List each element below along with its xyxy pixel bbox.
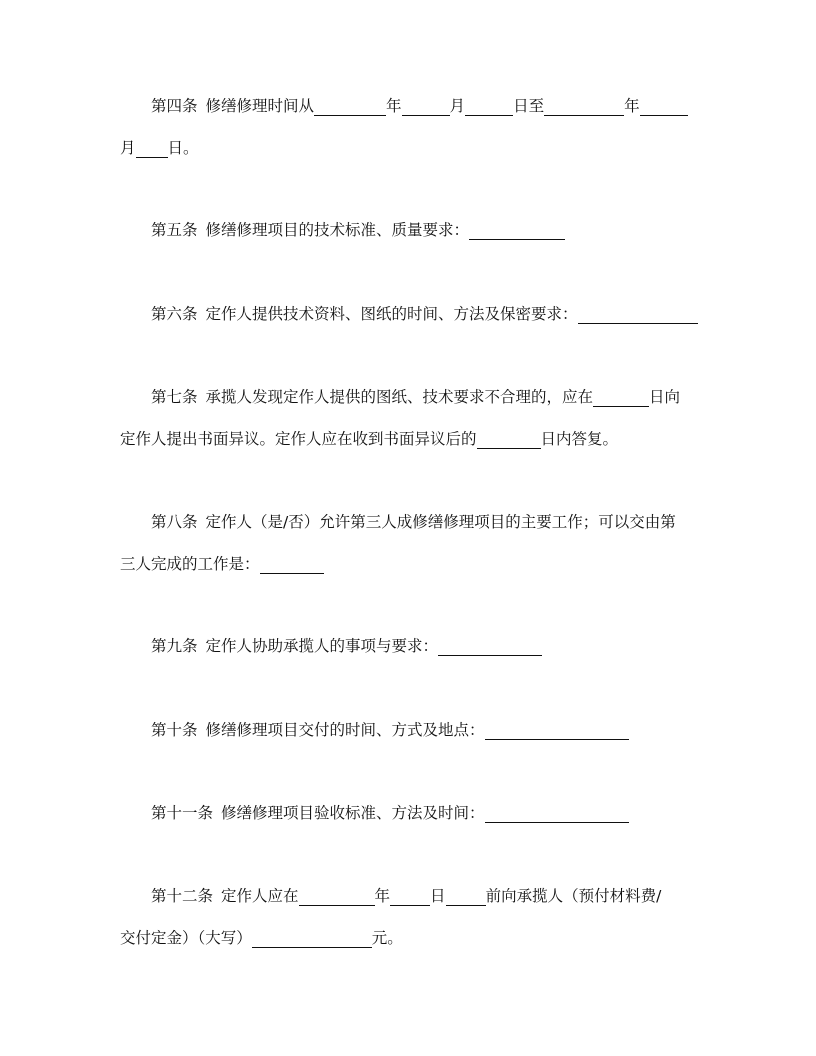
clause-12-amount-blank[interactable] [252, 930, 372, 948]
clause-10-text: 修缮修理项目交付的时间、方式及地点： [205, 721, 485, 739]
clause-4-line-1 [151, 96, 698, 116]
clause-8-blank[interactable] [260, 556, 324, 574]
clause-4-month-unit: 月 [449, 97, 466, 115]
clause-12-text-c: 交付定金）（大写） [120, 929, 252, 947]
clause-8-heading: 第八条 [151, 513, 198, 531]
clause-8-text-b: 三人完成的工作是： [120, 555, 260, 573]
clause-12-text-b: 前向承揽人（预付材料费/ [485, 887, 662, 905]
clause-4-line-2 [120, 138, 698, 158]
clause-11-line [151, 803, 698, 823]
clause-12-day-blank[interactable] [446, 888, 486, 906]
clause-5-text: 修缮修理项目的技术标准、质量要求： [205, 221, 470, 239]
clause-11-heading: 第十一条 [151, 804, 214, 822]
clause-4-day2-blank[interactable] [136, 140, 168, 158]
clause-12-year-unit: 年 [374, 887, 391, 905]
clause-8-text-a: 定作人（是/否）允许第三人成修缮修理项目的主要工作；可以交由第 [205, 513, 676, 531]
clause-7-line-2 [120, 429, 698, 449]
clause-4-year2-blank[interactable] [544, 98, 624, 116]
clause-4-day-to: 日至 [513, 97, 545, 115]
clause-4-year-unit: 年 [386, 97, 402, 115]
clause-4-day-blank[interactable] [465, 98, 513, 116]
clause-8-line-2 [120, 554, 698, 574]
clause-12-line-1 [151, 886, 698, 906]
clause-9-text: 定作人协助承揽人的事项与要求： [205, 637, 439, 655]
clause-7-text-c: 定作人提出书面异议。定作人应在收到书面异议后的 [120, 430, 477, 448]
clause-12-yuan-unit: 元。 [371, 929, 403, 947]
clause-6-heading: 第六条 [151, 305, 198, 323]
clause-7-text-a: 承揽人发现定作人提供的图纸、技术要求不合理的，应在 [205, 388, 594, 406]
clause-7-line-1 [151, 387, 698, 407]
clause-11-blank[interactable] [485, 805, 629, 823]
clause-4-year-blank[interactable] [314, 98, 386, 116]
clause-12-text-a: 定作人应在 [221, 887, 299, 905]
clause-12-line-2 [120, 928, 698, 948]
clause-12-year-blank[interactable] [299, 888, 375, 906]
clause-12-day-unit: 日 [430, 887, 446, 905]
clause-4-month2-blank[interactable] [640, 98, 688, 116]
clause-12-heading: 第十二条 [151, 887, 214, 905]
clause-10-blank[interactable] [485, 722, 629, 740]
clause-7-days-blank[interactable] [593, 389, 649, 407]
clause-6-text: 定作人提供技术资料、图纸的时间、方法及保密要求： [205, 305, 578, 323]
clause-6-blank[interactable] [578, 306, 698, 324]
clause-4-day-end: 日。 [167, 139, 199, 157]
clause-7-heading: 第七条 [151, 388, 198, 406]
clause-12-month-blank[interactable] [390, 888, 430, 906]
clause-9-blank[interactable] [438, 638, 542, 656]
clause-9-heading: 第九条 [151, 637, 198, 655]
clause-4-month-blank[interactable] [402, 98, 450, 116]
clause-9-line [151, 636, 698, 656]
clause-5-line [151, 220, 698, 240]
clause-10-heading: 第十条 [151, 721, 198, 739]
clause-4-month2-unit: 月 [120, 139, 136, 157]
clause-7-reply-days-blank[interactable] [477, 431, 541, 449]
clause-6-line [151, 304, 698, 324]
clause-8-line-1 [151, 512, 698, 532]
clause-7-text-b: 日向 [649, 388, 681, 406]
clause-4-year2-unit: 年 [624, 97, 640, 115]
clause-10-line [151, 720, 698, 740]
clause-5-heading: 第五条 [151, 221, 198, 239]
clause-4-heading: 第四条 [151, 97, 198, 115]
clause-5-blank[interactable] [469, 222, 565, 240]
clause-4-text: 修缮修理时间从 [205, 97, 315, 115]
clause-11-text: 修缮修理项目验收标准、方法及时间： [221, 804, 485, 822]
clause-7-text-d: 日内答复。 [540, 430, 619, 448]
